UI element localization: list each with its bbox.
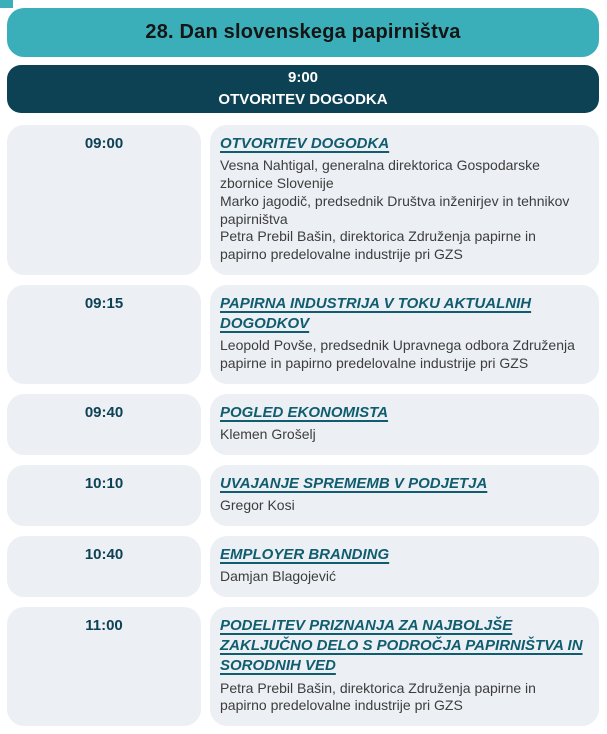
time-label: 09:15 [84,294,124,312]
session-banner-title: OTVORITEV DOGODKA [218,91,388,108]
time-card [7,465,201,526]
session-details [220,497,585,515]
event-title: 28. Dan slovenskega papirništva [145,21,461,43]
corner-accent [0,0,13,8]
session-title-link[interactable]: OTVORITEV DOGODKA [220,135,390,152]
speaker-line: Vesna Nahtigal, generalna direktorica Gospodarske zbornice Slovenije [220,157,540,192]
session-card [210,285,599,384]
speaker-line: Petra Prebil Bašin, direktorica Združenja papirne in papirno predelovalne industrije pri GZS [220,228,536,263]
time-label: 09:40 [84,403,124,421]
speaker-line: Leopold Povše, predsednik Upravnega odbora Združenja papirne in papirno predelovalne industrije pri GZS [220,337,575,372]
session-details [220,426,585,444]
session-card [210,394,599,455]
session-title-link[interactable]: EMPLOYER BRANDING [220,545,390,563]
time-card [7,285,201,384]
session-card [210,125,599,275]
session-details [220,157,585,264]
time-label: 11:00 [85,616,123,634]
time-label: 10:10 [84,474,124,492]
session-title-link[interactable]: UVAJANJE SPREMEMB V PODJETJA [220,474,488,492]
schedule-list [7,125,599,726]
session-banner-time: 9:00 [287,69,319,87]
session-card [210,607,599,726]
speaker-line: Damjan Blagojević [220,568,336,585]
time-label: 10:40 [84,545,124,563]
time-card [7,536,201,597]
session-title-link[interactable]: PODELITEV PRIZNANJA ZA NAJBOLJŠE ZAKLJUČNO DELO S PODROČJA PAPIRNIŠTVA IN SORODNIH VED [220,616,583,675]
session-details [220,680,585,716]
session-details [220,568,585,586]
session-title-link[interactable]: POGLED EKONOMISTA [220,403,389,421]
time-card [7,125,201,275]
session-card [210,465,599,526]
time-card [7,607,201,726]
session-card [210,536,599,597]
time-label: 09:00 [84,135,124,152]
speaker-line: Petra Prebil Bašin, direktorica Združenja papirne in papirno predelovalne industrije pri GZS [220,679,536,714]
speaker-line: Gregor Kosi [220,497,295,514]
event-title-banner [7,8,599,57]
session-title-link[interactable]: PAPIRNA INDUSTRIJA V TOKU AKTUALNIH DOGODKOV [220,294,532,333]
speaker-line: Klemen Grošelj [220,426,316,443]
session-details [220,337,585,373]
time-card [7,394,201,455]
session-banner [7,65,599,113]
speaker-line: Marko jagodič, predsednik Društva inženirjev in tehnikov papirništva [220,192,570,227]
